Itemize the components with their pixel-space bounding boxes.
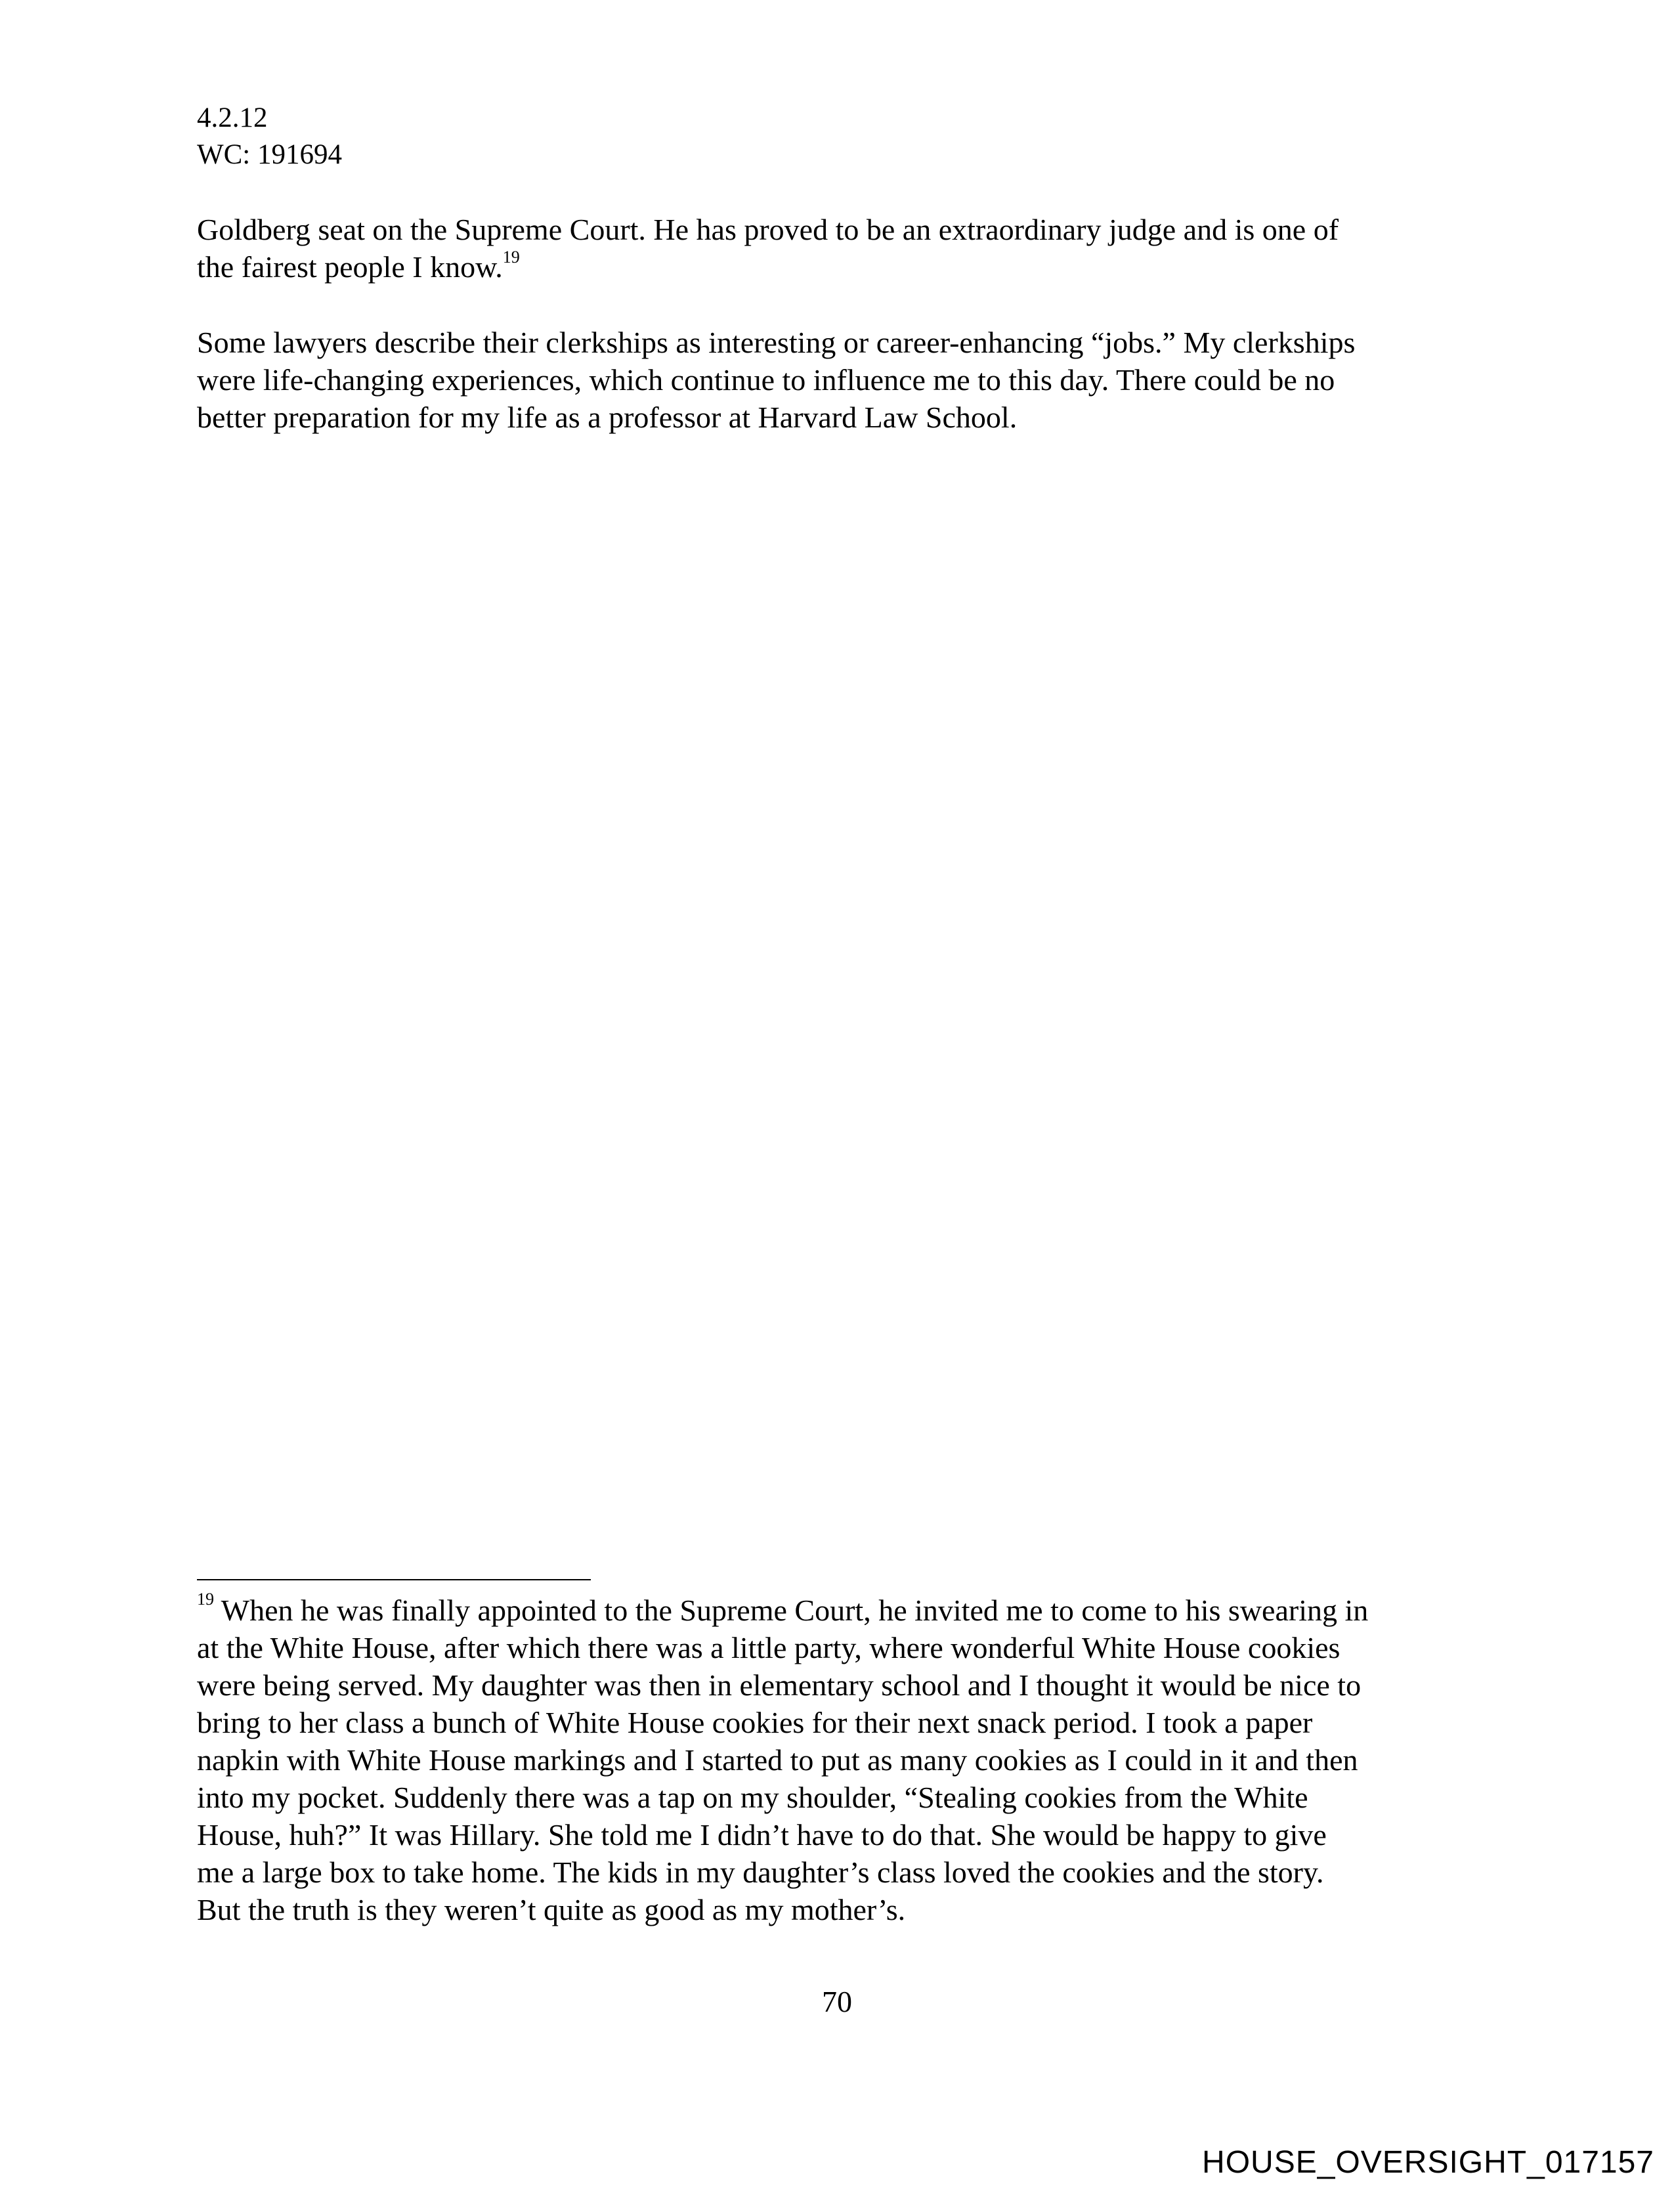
footnote-line: napkin with White House markings and I started to put as many cookies as I could in it and then bbox=[197, 1743, 1358, 1777]
footnote-reference: 19 bbox=[502, 247, 520, 267]
footnote-separator bbox=[197, 1579, 591, 1580]
paragraph-1 bbox=[197, 211, 1490, 286]
footnote-line: at the White House, after which there was a little party, where wonderful White House cookies bbox=[197, 1631, 1341, 1664]
footnote-line bbox=[197, 1589, 1490, 1629]
paragraph-line: were life-changing experiences, which continue to influence me to this day. There could be no bbox=[197, 363, 1335, 397]
header-word-count: WC: 191694 bbox=[197, 139, 342, 170]
footnote-line: bring to her class a bunch of White House cookies for their next snack period. I took a paper bbox=[197, 1706, 1313, 1739]
footnote-line: House, huh?” It was Hillary. She told me I didn’t have to do that. She would be happy to give bbox=[197, 1818, 1327, 1852]
paragraph-line bbox=[197, 248, 1490, 286]
page-number: 70 bbox=[822, 1985, 852, 2018]
footnote-19 bbox=[197, 1589, 1490, 1928]
footnote-line: into my pocket. Suddenly there was a tap on my shoulder, “Stealing cookies from the White bbox=[197, 1781, 1308, 1814]
footnote-line-text: When he was finally appointed to the Supreme Court, he invited me to come to his swearing in bbox=[214, 1594, 1369, 1627]
paragraph-line: Some lawyers describe their clerkships as interesting or career-enhancing “jobs.” My clerkships bbox=[197, 326, 1356, 359]
paragraph-line: Goldberg seat on the Supreme Court. He has proved to be an extraordinary judge and is one of bbox=[197, 213, 1339, 246]
paragraph-line-text: the fairest people I know. bbox=[197, 250, 503, 284]
paragraph-line: better preparation for my life as a professor at Harvard Law School. bbox=[197, 401, 1018, 434]
footnote-marker: 19 bbox=[197, 1589, 214, 1609]
bates-number: HOUSE_OVERSIGHT_017157 bbox=[1202, 2145, 1654, 2180]
footnote-line: were being served. My daughter was then in elementary school and I thought it would be nice to bbox=[197, 1668, 1362, 1702]
paragraph-2 bbox=[197, 324, 1490, 436]
header-date: 4.2.12 bbox=[197, 102, 268, 133]
footnote-line: me a large box to take home. The kids in my daughter’s class loved the cookies and the story. bbox=[197, 1855, 1324, 1889]
footnote-line: But the truth is they weren’t quite as good as my mother’s. bbox=[197, 1893, 906, 1926]
